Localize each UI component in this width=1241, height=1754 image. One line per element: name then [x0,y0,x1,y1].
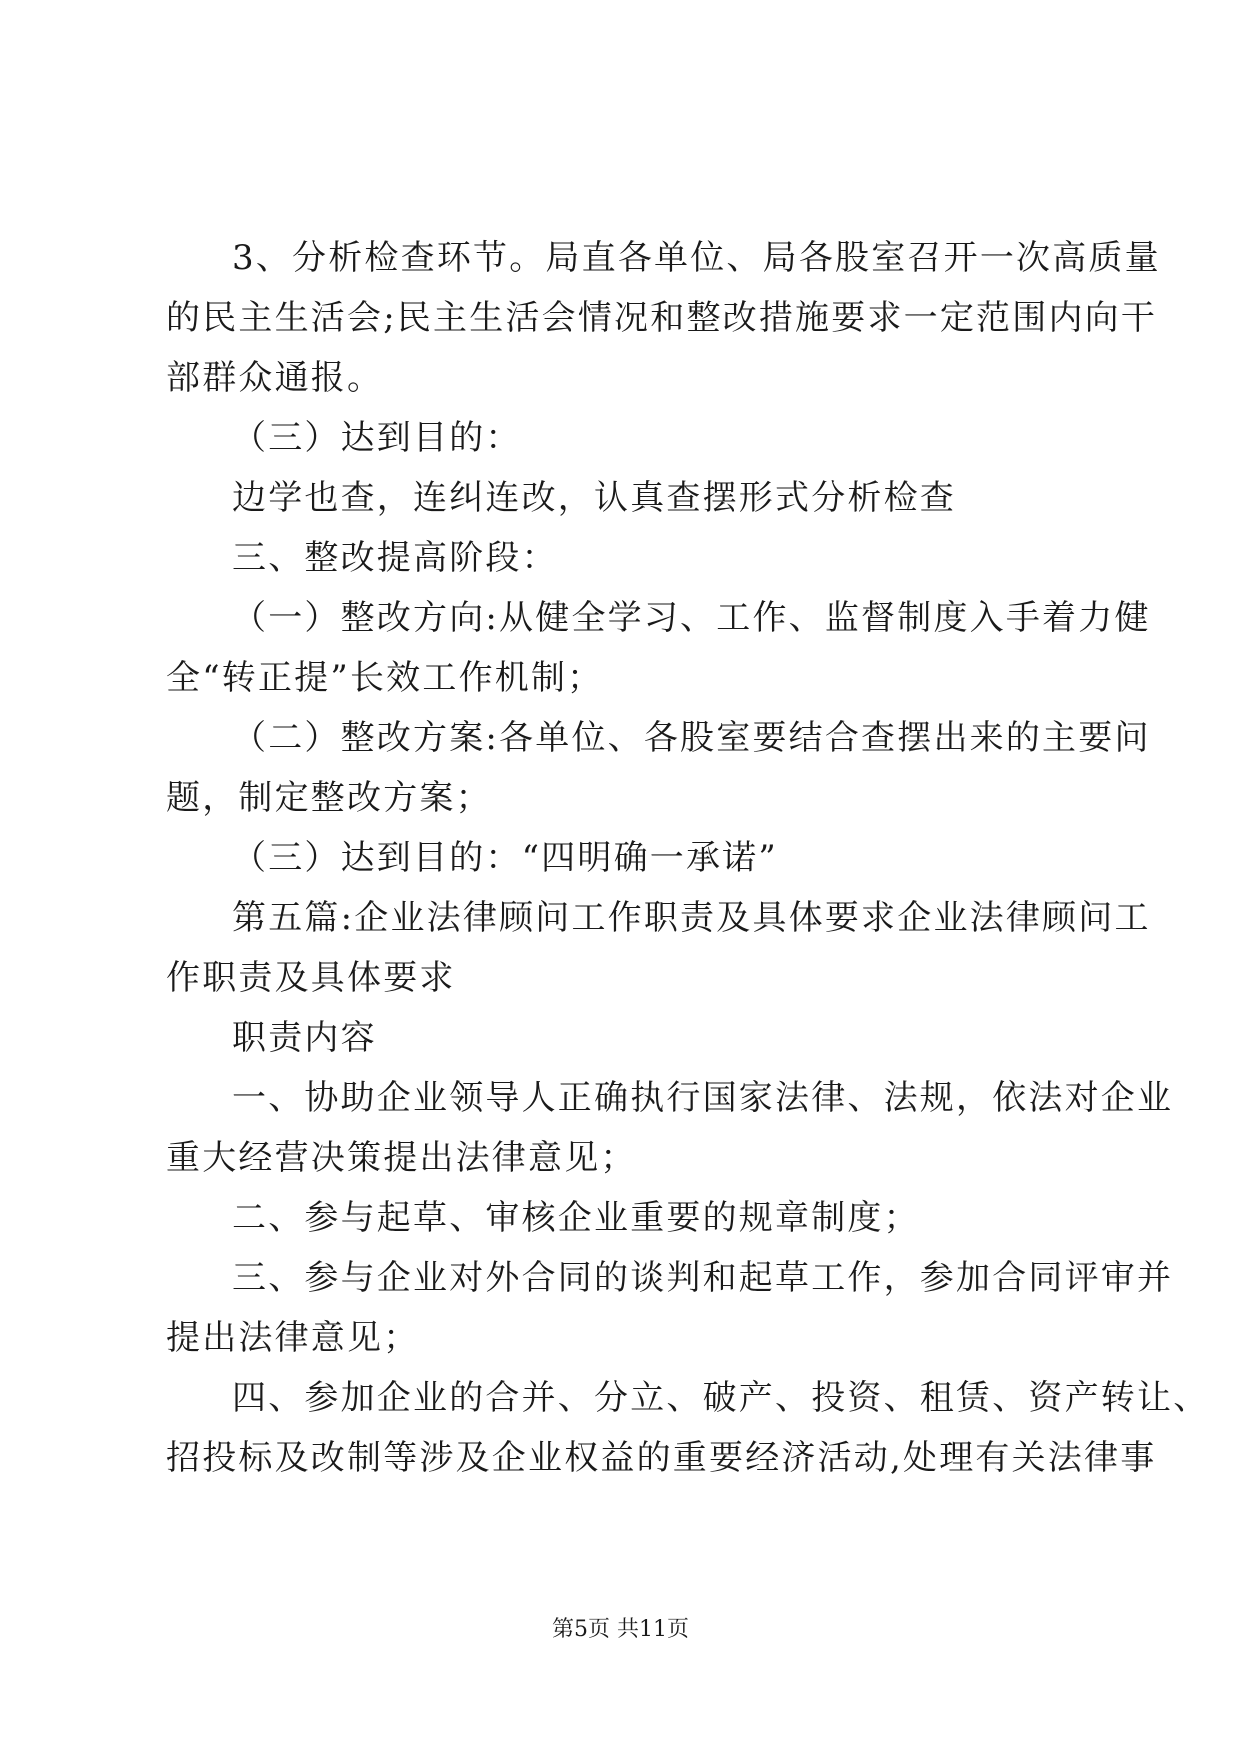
text-line: 重大经营决策提出法律意见； [166,1138,637,1178]
text-line: （三）达到目的：“四明确一承诺” [232,838,778,878]
text-line: 三、参与企业对外合同的谈判和起草工作，参加合同评审并 [232,1258,1174,1298]
text-line: （一）整改方向:从健全学习、工作、监督制度入手着力健 [232,598,1151,638]
text-line: 3、分析检查环节。局直各单位、局各股室召开一次高质量 [232,238,1161,278]
text-line: 第五篇:企业法律顾问工作职责及具体要求企业法律顾问工 [232,898,1151,938]
text-line: （三）达到目的： [232,418,522,458]
text-line: 招投标及改制等涉及企业权益的重要经济活动,处理有关法律事 [166,1438,1157,1478]
text-line: 三、整改提高阶段： [232,538,558,578]
text-line: 作职责及具体要求 [166,958,456,998]
text-line: 一、协助企业领导人正确执行国家法律、法规，依法对企业 [232,1078,1174,1118]
text-line: 全“转正提”长效工作机制； [166,658,604,698]
text-line: 部群众通报。 [166,358,384,398]
text-line: 四、参加企业的合并、分立、破产、投资、租赁、资产转让、 [232,1378,1210,1418]
text-line: 提出法律意见； [166,1318,420,1358]
text-line: 的民主生活会;民主生活会情况和整改措施要求一定范围内向干 [166,298,1158,338]
text-line: 边学也查，连纠连改，认真查摆形式分析检查 [232,478,956,518]
text-line: 二、参与起草、审核企业重要的规章制度； [232,1198,920,1238]
page-footer: 第5页 共11页 [552,1617,689,1642]
text-line: 题，制定整改方案； [166,778,492,818]
text-line: 职责内容 [232,1018,377,1058]
text-line: （二）整改方案:各单位、各股室要结合查摆出来的主要问 [232,718,1151,758]
